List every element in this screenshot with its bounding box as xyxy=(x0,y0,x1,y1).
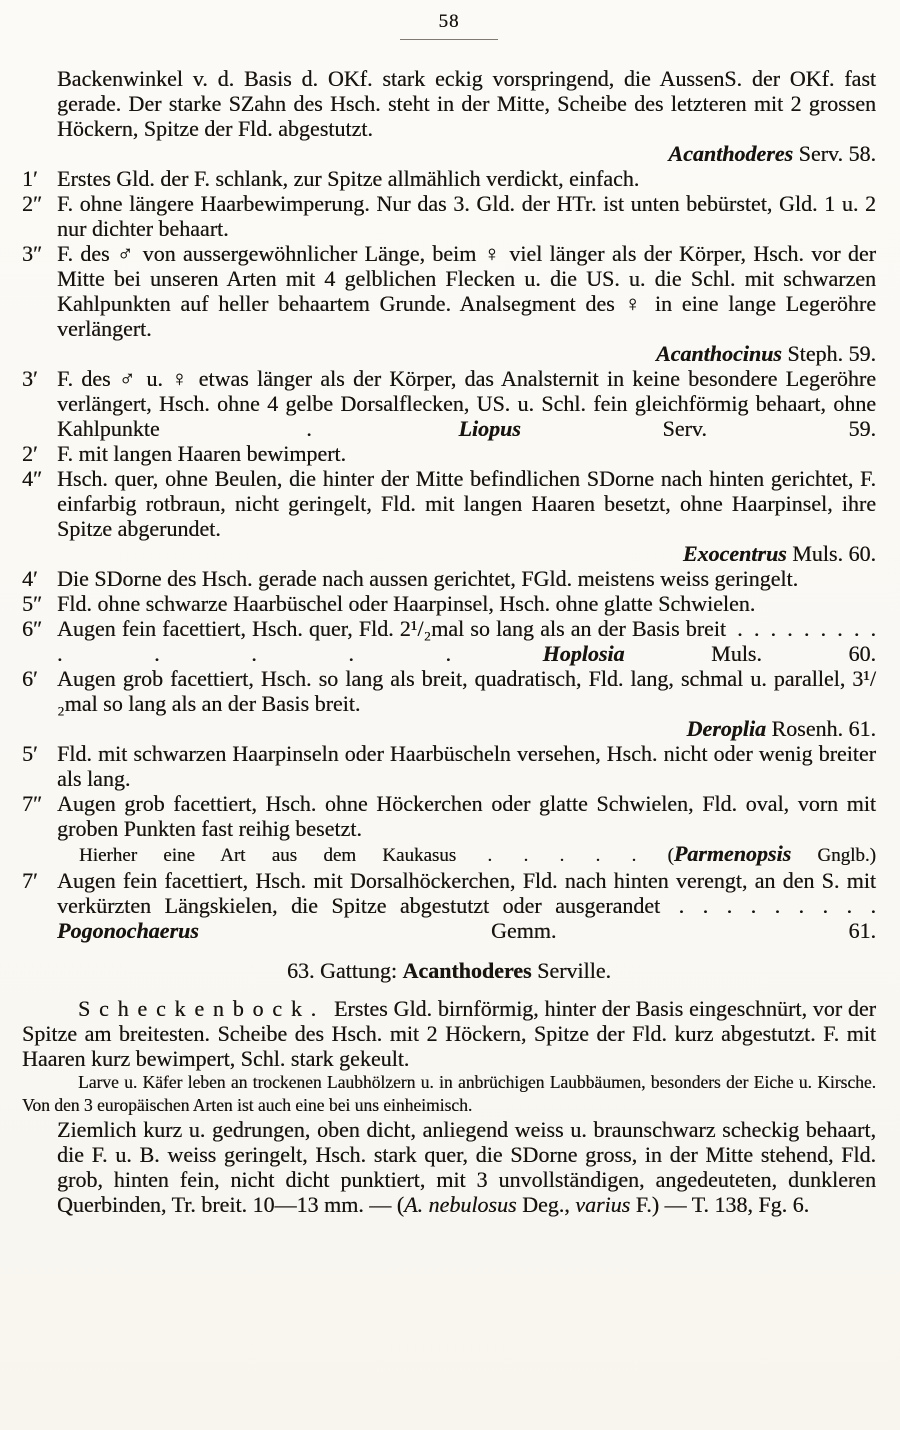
taxon-prefix: ( xyxy=(667,845,674,866)
key-item xyxy=(22,241,876,366)
key-item-text xyxy=(57,741,876,791)
genus-name: Hoplosia xyxy=(542,641,625,666)
key-couplet-text: Augen fein facettiert, Hsch. mit Dorsalhöckerchen, Fld. nach hinten verengt, an den S. mit verkürzten Längskielen, die Spitze abgestutzt oder ausgerandet xyxy=(57,868,876,918)
heading-genus-author: Serville. xyxy=(537,958,612,983)
genus-author: Muls. 60. xyxy=(624,641,876,666)
biology-note: Larve u. Käfer leben an trockenen Laubhölzern u. in anbrüchigen Laubbäumen, besonders der Eiche u. Kirsche. Von den 3 europäischen Arten ist auch eine bei uns einheimisch. xyxy=(22,1072,876,1115)
key-item-text xyxy=(57,191,876,241)
intro-paragraph xyxy=(57,66,876,141)
heading-genus-name: Acanthoderes xyxy=(402,958,532,983)
key-item-number: 4′ xyxy=(22,566,38,591)
species-description-text: Ziemlich kurz u. gedrungen, oben dicht, anliegend weiss u. braunschwarz scheckig behaart, die F. u. B. weiss geringelt, Hsch. stark quer, die SDorne gross, in der Mitte stehend, Fld. grob, hinten fein, nicht dicht punktiert, mit 3 unvollständigen, angedeuteten, dunkleren Querbinden, Tr. breit. 10—13 mm. — ( xyxy=(57,1117,876,1217)
genus-name: Parmenopsis xyxy=(673,841,792,866)
key-item-text xyxy=(57,366,876,441)
key-item-text xyxy=(57,791,876,868)
dot-leader: . . . . . . . . . xyxy=(660,893,876,918)
key-item-text xyxy=(57,166,876,191)
key-note xyxy=(57,841,876,868)
key-item-text xyxy=(57,241,876,366)
genus-line xyxy=(57,716,876,741)
key-item xyxy=(22,191,876,241)
page-content xyxy=(22,66,876,1217)
genus-name: Deroplia xyxy=(686,716,766,741)
species-name: A. nebulosus xyxy=(404,1192,517,1217)
key-couplet-text: Augen grob facettiert, Hsch. so lang als breit, quadratisch, Fld. lang, schmal u. parallel, 3¹/₂mal so lang als an der Basis breit. xyxy=(57,666,876,716)
key-couplet-text: Augen grob facettiert, Hsch. ohne Höckerchen oder glatte Schwielen, Fld. oval, vorn mit groben Punkten fast reihig besetzt. xyxy=(57,791,876,841)
genus-common-name: Scheckenbock. xyxy=(78,996,325,1021)
key-item-number: 2′ xyxy=(22,441,38,466)
key-item xyxy=(22,791,876,868)
key-item xyxy=(22,466,876,566)
key-item-number: 6′ xyxy=(22,666,38,691)
key-item-number: 7″ xyxy=(22,791,43,816)
genus-author: Serv. 59. xyxy=(520,416,876,441)
genus-author: Gnglb.) xyxy=(791,845,877,866)
key-item-number: 3″ xyxy=(22,241,43,266)
key-couplet-text: Hsch. quer, ohne Beulen, die hinter der Mitte befindlichen SDorne nach hinten gerichtet, F. einfarbig rotbraun, nicht geringelt, Fld. mit langen Haaren besetzt, ohne Haarpinsel, ihre Spitze abgerundet. xyxy=(57,466,876,541)
key-item-text xyxy=(57,666,876,741)
key-item xyxy=(22,591,876,616)
key-item-text xyxy=(57,591,876,616)
species-name: varius xyxy=(575,1192,631,1217)
key-couplet-text: F. des ♂ u. ♀ etwas länger als der Körper, das Analsternit in keine besondere Legeröhre verlängert, Hsch. ohne 4 gelbe Dorsalflecken, US. u. Schl. fein gleichförmig behaart, ohne Kahlpunkte xyxy=(57,366,876,441)
dot-leader: . . . . . . . . . . . . . . xyxy=(57,616,876,666)
key-item-number: 4″ xyxy=(22,466,43,491)
page-header xyxy=(22,10,876,40)
dot-leader: . . . . . xyxy=(456,845,668,866)
key-item xyxy=(22,441,876,466)
key-item-text xyxy=(57,441,876,466)
key-item-number: 6″ xyxy=(22,616,43,641)
key-couplet-text: Fld. ohne schwarze Haarbüschel oder Haarpinsel, Hsch. ohne glatte Schwielen. xyxy=(57,591,756,616)
key-item xyxy=(22,166,876,191)
heading-label: 63. Gattung: xyxy=(286,958,397,983)
key-item xyxy=(22,366,876,441)
dot-leader: . xyxy=(159,416,459,441)
intro-genus-line xyxy=(57,141,876,166)
key-list xyxy=(22,166,876,943)
genus-name: Exocentrus xyxy=(682,541,787,566)
species-description-text: Deg., xyxy=(516,1192,576,1217)
intro-text: Backenwinkel v. d. Basis d. OKf. stark eckig vorspringend, die AussenS. der OKf. fast gerade. Der starke SZahn des Hsch. steht in der Mitte, Scheibe des letzteren mit 2 grossen Höckern, Spitze der Fld. abgestutzt. xyxy=(57,66,876,141)
genus-line xyxy=(57,541,876,566)
key-item-number: 3′ xyxy=(22,366,38,391)
intro-section xyxy=(22,66,876,166)
key-item xyxy=(22,566,876,591)
species-description-text: F.) — T. 138, Fg. 6. xyxy=(630,1192,810,1217)
genus-description xyxy=(22,996,876,1071)
genus-author: Gemm. 61. xyxy=(198,918,876,943)
section-heading xyxy=(22,958,876,983)
genus-description-text: Erstes Gld. birnförmig, hinter der Basis eingeschnürt, vor der Spitze am breitesten. Scheibe des Hsch. mit 2 Höckern, Spitze der Fld. kurz abgestutzt. F. mit Haaren kurz bewimpert, Schl. stark gekeult. xyxy=(22,996,876,1071)
key-item-text xyxy=(57,868,876,943)
key-couplet-text: F. mit langen Haaren bewimpert. xyxy=(57,441,347,466)
key-couplet-text: F. des ♂ von aussergewöhnlicher Länge, beim ♀ viel länger als der Körper, Hsch. vor der Mitte bei unseren Arten mit 4 gelblichen Flecken u. die US. u. die Schl. mit schwarzen Kahlpunkten auf heller behaartem Grunde. Analsegment des ♀ in eine lange Legeröhre verlängert. xyxy=(57,241,876,341)
key-item-number: 1′ xyxy=(22,166,38,191)
key-item-number: 2″ xyxy=(22,191,43,216)
genus-line xyxy=(57,341,876,366)
key-item xyxy=(22,868,876,943)
key-item xyxy=(22,666,876,741)
key-item-text xyxy=(57,616,876,666)
genus-name: Acanthoderes xyxy=(668,141,794,166)
page-number-rule xyxy=(400,39,498,40)
page-number: 58 xyxy=(438,11,460,32)
genus-author: Steph. 59. xyxy=(781,341,876,366)
genus-name: Pogonochaerus xyxy=(57,918,199,943)
genus-name: Acanthocinus xyxy=(655,341,782,366)
note-text: Hierher eine Art aus dem Kaukasus xyxy=(79,845,457,866)
key-couplet-text: Fld. mit schwarzen Haarpinseln oder Haarbüscheln versehen, Hsch. nicht oder wenig breiter als lang. xyxy=(57,741,876,791)
key-item xyxy=(22,741,876,791)
species-description xyxy=(57,1117,876,1217)
key-item-number: 5″ xyxy=(22,591,43,616)
key-item-text xyxy=(57,466,876,566)
key-couplet-text: Erstes Gld. der F. schlank, zur Spitze allmählich verdickt, einfach. xyxy=(57,166,640,191)
key-item-text xyxy=(57,566,876,591)
key-couplet-text: F. ohne längere Haarbewimperung. Nur das 3. Gld. der HTr. ist unten bebürstet, Gld. 1 u. 2 nur dichter behaart. xyxy=(57,191,876,241)
genus-name: Liopus xyxy=(458,416,521,441)
key-item-number: 7′ xyxy=(22,868,38,893)
genus-author: Rosenh. 61. xyxy=(766,716,876,741)
genus-author: Serv. 58. xyxy=(798,141,876,166)
key-item xyxy=(22,616,876,666)
key-couplet-text: Augen fein facettiert, Hsch. quer, Fld. 2¹/₂mal so lang als an der Basis breit xyxy=(57,616,727,641)
key-item-number: 5′ xyxy=(22,741,38,766)
genus-author: Muls. 60. xyxy=(786,541,876,566)
key-couplet-text: Die SDorne des Hsch. gerade nach aussen gerichtet, FGld. meistens weiss geringelt. xyxy=(57,566,799,591)
